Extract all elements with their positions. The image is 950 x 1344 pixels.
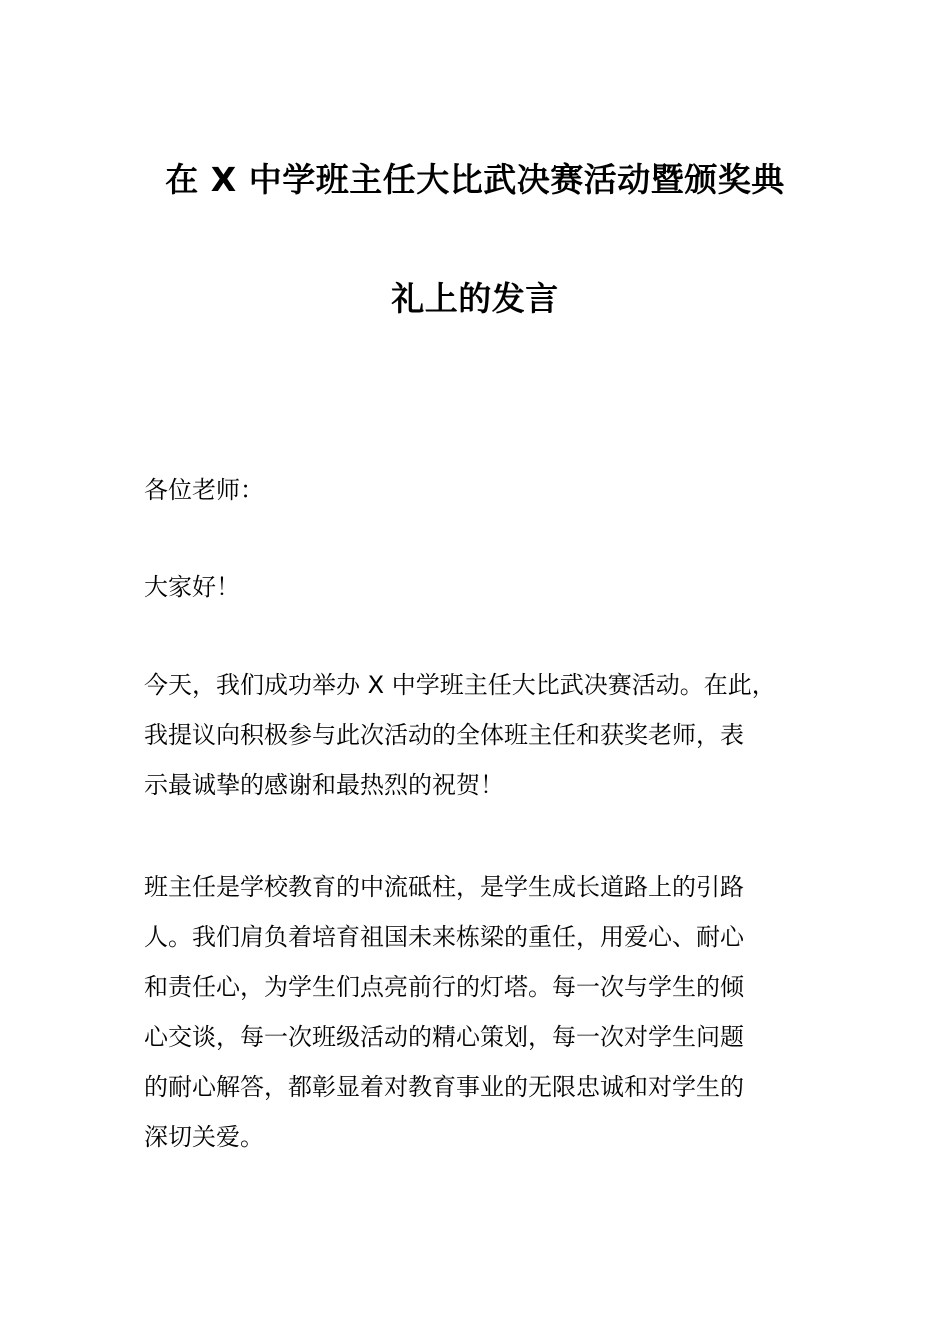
paragraph-1 xyxy=(144,660,808,810)
paragraph-2-line: 心交谈，每一次班级活动的精心策划，每一次对学生问题 xyxy=(144,1023,744,1051)
paragraph-1-line: 今天，我们成功举办 X 中学班主任大比武决赛活动。在此， xyxy=(144,671,776,699)
paragraph-2-line: 人。我们肩负着培育祖国未来栋梁的重任，用爱心、耐心 xyxy=(144,923,744,951)
paragraph-2-line: 班主任是学校教育的中流砥柱，是学生成长道路上的引路 xyxy=(144,873,744,901)
paragraph-2-line: 和责任心，为学生们点亮前行的灯塔。每一次与学生的倾 xyxy=(144,973,744,1001)
paragraph-1-line: 我提议向积极参与此次活动的全体班主任和获奖老师，表 xyxy=(144,721,744,749)
greeting: 大家好！ xyxy=(144,573,240,601)
document-title-line-1: 在 X 中学班主任大比武决赛活动暨颁奖典 xyxy=(165,160,785,199)
paragraph-2-line: 深切关爱。 xyxy=(144,1123,264,1151)
document-title-line-2: 礼上的发言 xyxy=(391,279,559,318)
paragraph-1-line: 示最诚挚的感谢和最热烈的祝贺！ xyxy=(144,771,504,799)
paragraph-2-line: 的耐心解答，都彰显着对教育事业的无限忠诚和对学生的 xyxy=(144,1073,744,1101)
salutation: 各位老师： xyxy=(144,476,264,504)
paragraph-2 xyxy=(144,862,808,1162)
